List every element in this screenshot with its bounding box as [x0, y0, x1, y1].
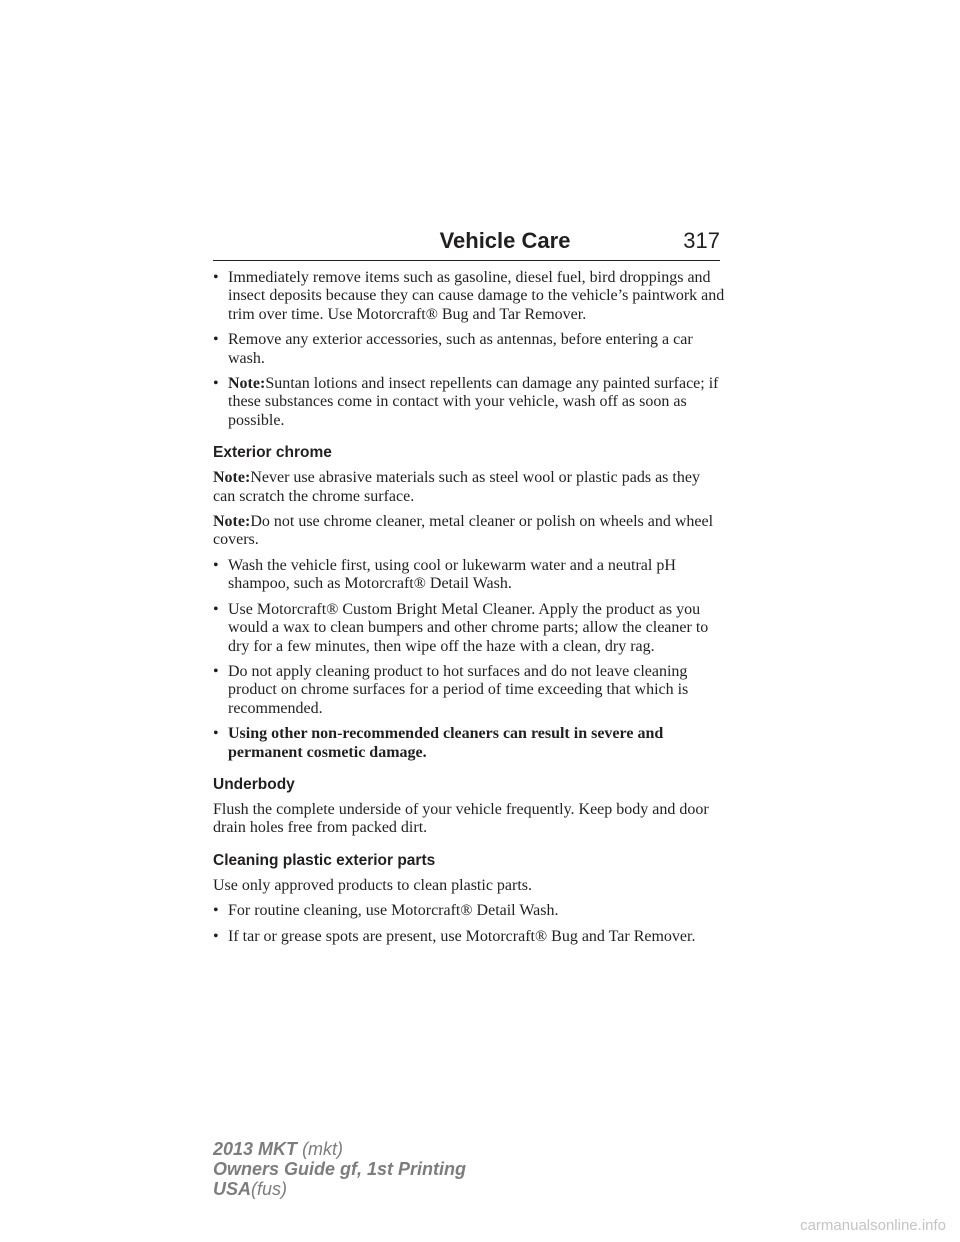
note-label: Note: [213, 513, 251, 531]
bullet-dot: • [213, 902, 219, 920]
list-item-text: Immediately remove items such as gasoline, diesel fuel, bird droppings and insect deposits because they can cause damage to the vehicle’s paintwork and trim over time. Use Motorcraft® Bug and Tar Remover. [228, 269, 725, 323]
print-footer [213, 1139, 466, 1199]
bullet-dot: • [213, 269, 219, 286]
bullet-dot: • [213, 725, 219, 743]
list-item [213, 601, 725, 656]
note-paragraph [213, 469, 725, 506]
note-label: Note: [213, 469, 251, 487]
list-item-text: Remove any exterior accessories, such as antennas, before entering a car wash. [228, 331, 693, 367]
footer-edition: Owners Guide gf, 1st Printing [213, 1159, 467, 1179]
footer-line [213, 1139, 466, 1159]
heading-cleaning-plastic: Cleaning plastic exterior parts [213, 851, 436, 869]
watermark-link[interactable]: carmanualsonline.info [800, 1217, 946, 1234]
bullet-dot: • [213, 927, 219, 945]
list-item-text: Use Motorcraft® Custom Bright Metal Cleaner. Apply the product as you would a wax to clean bumpers and other chrome parts; allow the cleaner to dry for a few minutes, then wipe off the haze with a clean, dry rag. [228, 600, 709, 655]
heading-underbody: Underbody [213, 775, 295, 793]
plastic-paragraph: Use only approved products to clean plastic parts. [213, 876, 533, 894]
page-number: 317 [683, 228, 720, 253]
section-title: Vehicle Care [439, 228, 571, 253]
list-item [213, 663, 725, 718]
footer-market-code: (fus) [251, 1179, 288, 1199]
footer-code: (mkt) [302, 1139, 344, 1159]
page-content [213, 269, 725, 953]
list-item [213, 928, 725, 946]
bullet-dot: • [213, 331, 219, 349]
warning-text: Using other non-recommended cleaners can result in severe and permanent cosmetic damage. [228, 725, 664, 761]
footer-line [213, 1179, 466, 1199]
bullet-dot: • [213, 662, 219, 680]
note-paragraph [213, 513, 725, 550]
list-item-text: For routine cleaning, use Motorcraft® Detail Wash. [228, 902, 559, 920]
page-header [213, 228, 720, 261]
list-item [213, 331, 725, 368]
underbody-paragraph: Flush the complete underside of your vehicle frequently. Keep body and door drain holes free from packed dirt. [213, 800, 709, 837]
list-item [213, 902, 725, 920]
list-item-text: Suntan lotions and insect repellents can damage any painted surface; if these substances come in contact with your vehicle, wash off as soon as possible. [228, 375, 719, 429]
bullet-dot: • [213, 556, 219, 574]
footer-model: 2013 MKT [213, 1139, 298, 1159]
note-text: Do not use chrome cleaner, metal cleaner or polish on wheels and wheel covers. [213, 513, 714, 549]
list-item [213, 725, 725, 762]
list-item [213, 375, 725, 430]
list-item-text: Wash the vehicle first, using cool or lukewarm water and a neutral pH shampoo, such as Motorcraft® Detail Wash. [228, 556, 676, 593]
note-label: Note: [228, 375, 266, 393]
list-item [213, 557, 725, 594]
list-item-text: If tar or grease spots are present, use Motorcraft® Bug and Tar Remover. [228, 927, 696, 945]
list-item-text: Do not apply cleaning product to hot surfaces and do not leave cleaning product on chrome surfaces for a period of time exceeding that which is recommended. [228, 662, 689, 717]
footer-market: USA [213, 1179, 252, 1199]
list-item [213, 269, 725, 324]
heading-exterior-chrome: Exterior chrome [213, 444, 332, 462]
bullet-dot: • [213, 375, 219, 393]
note-text: Never use abrasive materials such as steel wool or plastic pads as they can scratch the chrome surface. [213, 469, 700, 505]
bullet-dot: • [213, 600, 219, 618]
